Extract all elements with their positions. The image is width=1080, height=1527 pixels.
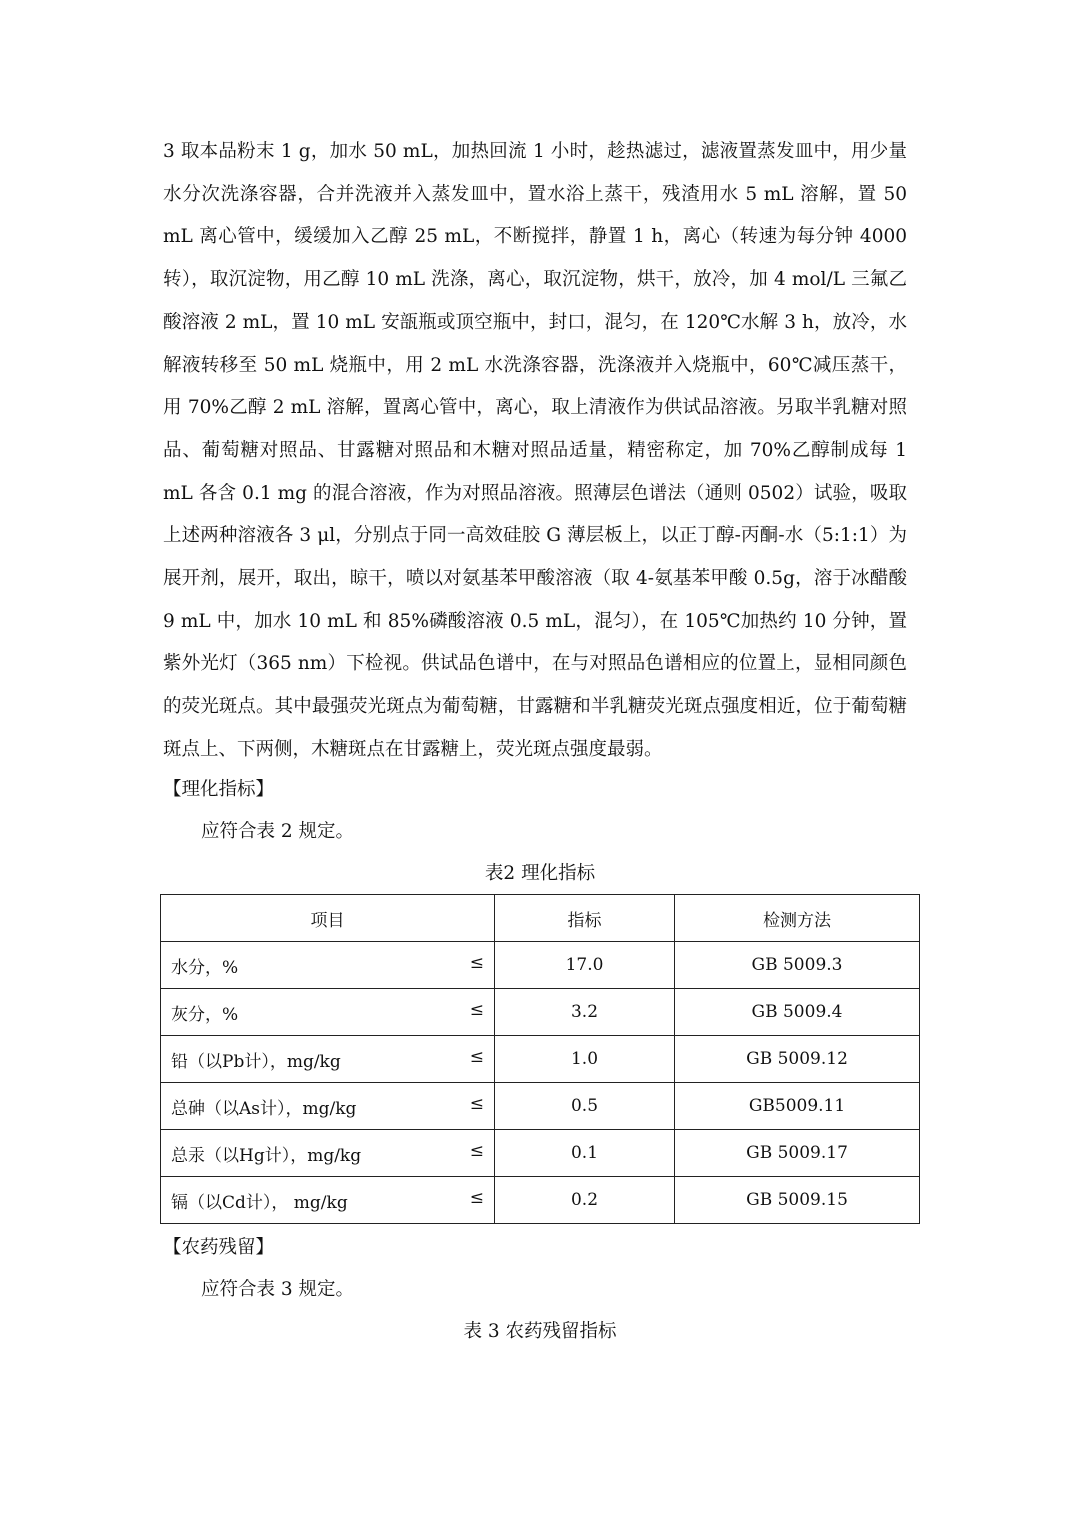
row-item-cell xyxy=(161,1130,495,1177)
method-paragraph: 3 取本品粉末 1 g，加水 50 mL，加热回流 1 小时，趁热滤过，滤液置蒸发皿中，用少量水分次洗涤容器，合并洗液并入蒸发皿中，置水浴上蒸干，残渣用水 5 mL 溶解，置 50 mL 离心管中，缓缓加入乙醇 25 mL，不断搅拌，静置 1 h，离心（转速为每分钟 4000 转），取沉淀物，用乙醇 10 mL 洗涤，离心，取沉淀物，烘干，放冷，加 4 mol/L 三氟乙酸溶液 2 mL，置 10 mL 安瓿瓶或顶空瓶中，封口，混匀，在 120℃水解 3 h，放冷，水解液转移至 50 mL 烧瓶中，用 2 mL 水洗涤容器，洗涤液并入烧瓶中，60℃减压蒸干，用 70%乙醇 2 mL 溶解，置离心管中，离心，取上清液作为供试品溶液。另取半乳糖对照品、葡萄糖对照品、甘露糖对照品和木糖对照品适量，精密称定，加 70%乙醇制成每 1 mL 各含 0.1 mg 的混合溶液，作为对照品溶液。照薄层色谱法（通则 0502）试验，吸取上述两种溶液各 3 μl，分别点于同一高效硅胶 G 薄层板上，以正丁醇-丙酮-水（5:1:1）为展开剂，展开，取出，晾干，喷以对氨基苯甲酸溶液（取 4-氨基苯甲酸 0.5g，溶于冰醋酸 9 mL 中，加水 10 mL 和 85%磷酸溶液 0.5 mL，混匀），在 105℃加热约 10 分钟，置紫外光灯（365 nm）下检视。供试品色谱中，在与对照品色谱相应的位置上，显相同颜色的荧光斑点。其中最强荧光斑点为葡萄糖，甘露糖和半乳糖荧光斑点强度相近，位于葡萄糖斑点上、下两侧，木糖斑点在甘露糖上，荧光斑点强度最弱。 xyxy=(163,141,907,760)
row-item-label: 铅（以Pb计），mg/kg xyxy=(171,1051,341,1072)
header-indicator: 指标 xyxy=(495,895,675,942)
row-method: GB5009.11 xyxy=(675,1083,920,1130)
table2-caption: 表2 理化指标 xyxy=(484,863,596,884)
less-equal-symbol: ≤ xyxy=(469,1093,484,1114)
row-method: GB 5009.3 xyxy=(675,942,920,989)
row-item-label: 水分，% xyxy=(171,957,239,978)
table3-reference-note: 应符合表 3 规定。 xyxy=(201,1279,355,1300)
header-item: 项目 xyxy=(161,895,495,942)
row-method: GB 5009.12 xyxy=(675,1036,920,1083)
less-equal-symbol: ≤ xyxy=(469,1140,484,1161)
table-header-row xyxy=(161,895,920,942)
less-equal-symbol: ≤ xyxy=(469,952,484,973)
row-item-label: 总汞（以Hg计），mg/kg xyxy=(171,1145,362,1166)
table-row xyxy=(161,1177,920,1224)
table3-caption: 表 3 农药残留指标 xyxy=(463,1321,617,1342)
less-equal-symbol: ≤ xyxy=(469,1187,484,1208)
section-heading-pesticide: 【农药残留】 xyxy=(163,1237,275,1258)
row-value: 0.2 xyxy=(495,1177,675,1224)
table2-reference-note: 应符合表 2 规定。 xyxy=(201,821,355,842)
table-row xyxy=(161,1130,920,1177)
header-method: 检测方法 xyxy=(675,895,920,942)
row-item-label: 总砷（以As计），mg/kg xyxy=(171,1098,357,1119)
row-value: 3.2 xyxy=(495,989,675,1036)
row-method: GB 5009.4 xyxy=(675,989,920,1036)
table-row xyxy=(161,989,920,1036)
less-equal-symbol: ≤ xyxy=(469,1046,484,1067)
row-item-cell xyxy=(161,942,495,989)
row-item-cell xyxy=(161,1036,495,1083)
row-value: 0.1 xyxy=(495,1130,675,1177)
row-item-label: 灰分，% xyxy=(171,1004,239,1025)
row-item-cell xyxy=(161,989,495,1036)
row-item-cell xyxy=(161,1083,495,1130)
row-item-cell xyxy=(161,1177,495,1224)
physicochemical-table xyxy=(160,894,920,1224)
section-heading-physicochemical: 【理化指标】 xyxy=(163,779,275,800)
table-row xyxy=(161,942,920,989)
table-row xyxy=(161,1036,920,1083)
row-value: 1.0 xyxy=(495,1036,675,1083)
less-equal-symbol: ≤ xyxy=(469,999,484,1020)
row-value: 0.5 xyxy=(495,1083,675,1130)
row-method: GB 5009.15 xyxy=(675,1177,920,1224)
row-item-label: 镉（以Cd计）， mg/kg xyxy=(171,1192,348,1213)
row-method: GB 5009.17 xyxy=(675,1130,920,1177)
table-row xyxy=(161,1083,920,1130)
row-value: 17.0 xyxy=(495,942,675,989)
